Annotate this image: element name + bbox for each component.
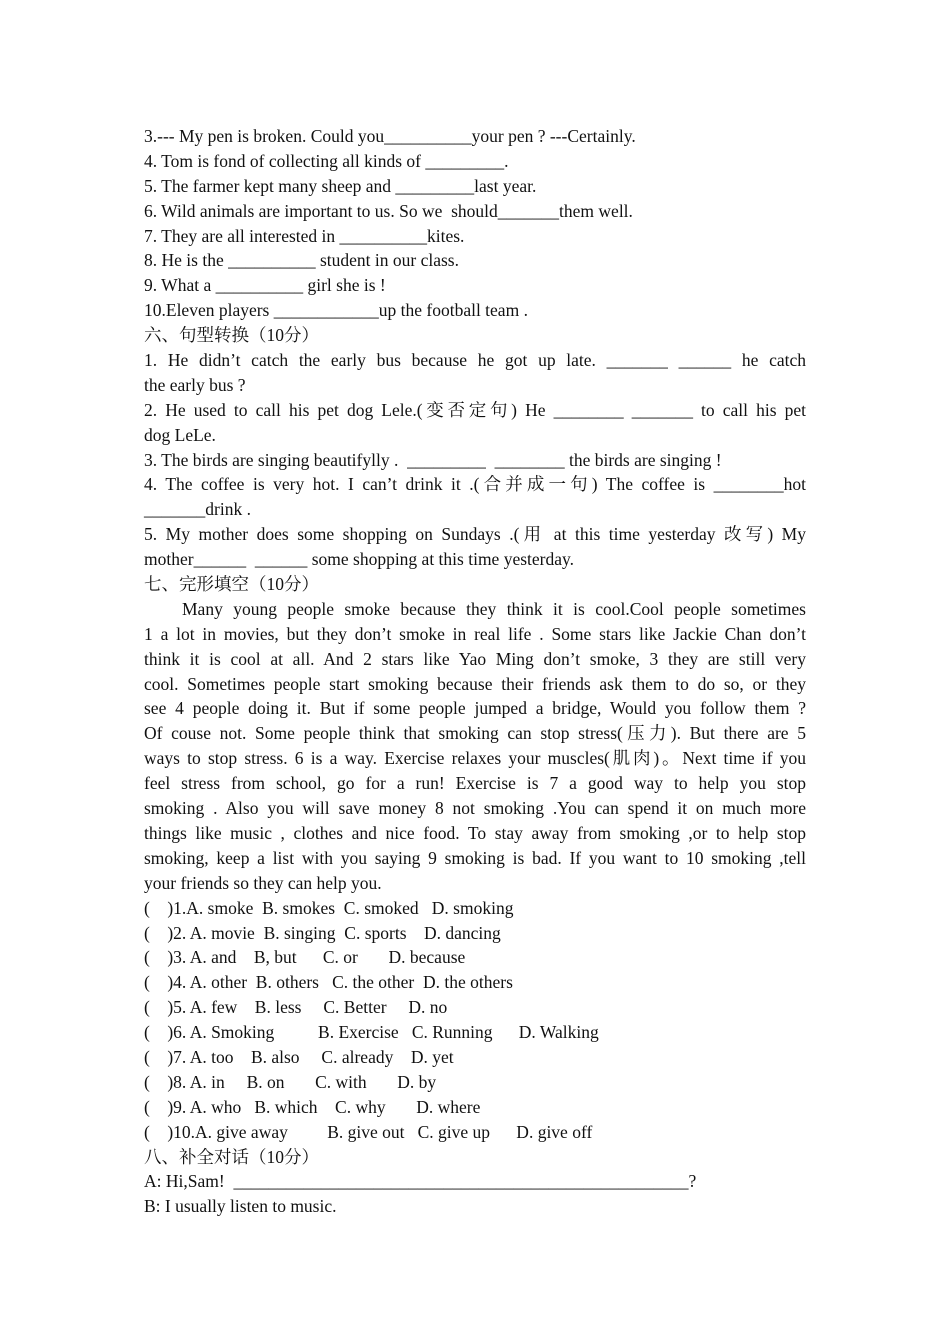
transform-line: 1. He didn’t catch the early bus because he got up late. _______ ______ he catch bbox=[144, 350, 806, 371]
transform-line: dog LeLe. bbox=[144, 424, 216, 445]
transform-line: 5. My mother does some shopping on Sundays .(用 at this time yesterday 改写) My bbox=[144, 524, 806, 545]
transform-line: _______drink . bbox=[144, 499, 251, 520]
passage-line: Of couse not. Some people think that smoking can stop stress(压力). But there are 5 bbox=[144, 723, 806, 744]
passage-line: feel stress from school, go for a run! Exercise is 7 a good way to help you stop bbox=[144, 773, 806, 794]
passage-line: cool. Sometimes people start smoking because their friends ask them to do so, or they bbox=[144, 673, 806, 694]
cloze-option-row: ( )9. A. who B. which C. why D. where bbox=[144, 1096, 481, 1117]
passage-line: your friends so they can help you. bbox=[144, 872, 382, 893]
fill-blank-item: 6. Wild animals are important to us. So we should_______them well. bbox=[144, 200, 633, 221]
cloze-option-row: ( )8. A. in B. on C. with D. by bbox=[144, 1071, 437, 1092]
section-8-heading: 八、补全对话（10分） bbox=[144, 1146, 319, 1167]
passage-line: Many young people smoke because they think it is cool.Cool people sometimes bbox=[182, 598, 806, 619]
fill-blank-item: 9. What a __________ girl she is ! bbox=[144, 275, 386, 296]
passage-line: 1 a lot in movies, but they don’t smoke in real life . Some stars like Jackie Chan don’t bbox=[144, 623, 806, 644]
sentence-transform-list bbox=[144, 348, 806, 572]
fill-blank-item: 4. Tom is fond of collecting all kinds of _________. bbox=[144, 150, 509, 171]
cloze-options-list bbox=[144, 896, 806, 1145]
passage-line: smoking, keep a list with you saying 9 smoking is bad. If you want to 10 smoking ,tell bbox=[144, 847, 806, 868]
transform-line: 4. The coffee is very hot. I can’t drink it .(合并成一句) The coffee is ________hot bbox=[144, 474, 806, 495]
cloze-option-row: ( )6. A. Smoking B. Exercise C. Running D. Walking bbox=[144, 1022, 599, 1043]
cloze-option-row: ( )7. A. too B. also C. already D. yet bbox=[144, 1046, 454, 1067]
cloze-option-row: ( )10.A. give away B. give out C. give up D. give off bbox=[144, 1121, 593, 1142]
fill-blank-item: 7. They are all interested in __________kites. bbox=[144, 225, 465, 246]
dialogue-line: A: Hi,Sam! ____________________________________________________? bbox=[144, 1171, 697, 1192]
exam-page bbox=[144, 124, 806, 1219]
transform-line: the early bus ? bbox=[144, 374, 246, 395]
cloze-option-row: ( )4. A. other B. others C. the other D. the others bbox=[144, 972, 513, 993]
section-7-heading: 七、完形填空（10分） bbox=[144, 574, 319, 595]
transform-line: mother______ ______ some shopping at this time yesterday. bbox=[144, 549, 574, 570]
passage-line: think it is cool at all. And 2 stars like Yao Ming don’t smoke, 3 they are still very bbox=[144, 648, 806, 669]
section-6-heading: 六、句型转换（10分） bbox=[144, 325, 319, 346]
fill-blank-item: 10.Eleven players ____________up the football team . bbox=[144, 300, 528, 321]
passage-line: smoking . Also you will save money 8 not smoking .You can spend it on much more bbox=[144, 798, 806, 819]
fill-blank-item: 5. The farmer kept many sheep and _________last year. bbox=[144, 175, 537, 196]
cloze-option-row: ( )5. A. few B. less C. Better D. no bbox=[144, 997, 448, 1018]
transform-line: 2. He used to call his pet dog Lele.(变否定句) He ________ _______ to call his pet bbox=[144, 399, 806, 420]
fill-blank-item: 8. He is the __________ student in our class. bbox=[144, 250, 459, 271]
fill-blank-item: 3.--- My pen is broken. Could you__________your pen ? ---Certainly. bbox=[144, 126, 636, 146]
passage-line: ways to stop stress. 6 is a way. Exercise relaxes your muscles(肌肉)。Next time if you bbox=[144, 748, 806, 769]
cloze-option-row: ( )2. A. movie B. singing C. sports D. dancing bbox=[144, 922, 501, 943]
fill-blank-list bbox=[144, 124, 806, 323]
passage-line: see 4 people doing it. But if some people jumped a bridge, Would you follow them ? bbox=[144, 698, 806, 719]
cloze-option-row: ( )1.A. smoke B. smokes C. smoked D. smoking bbox=[144, 897, 514, 918]
transform-line: 3. The birds are singing beautifylly . _________ ________ the birds are singing ! bbox=[144, 449, 722, 470]
cloze-option-row: ( )3. A. and B, but C. or D. because bbox=[144, 947, 466, 968]
cloze-passage bbox=[144, 597, 806, 896]
passage-line: things like music , clothes and nice food. To stay away from smoking ,or to help stop bbox=[144, 822, 806, 843]
dialogue-line: B: I usually listen to music. bbox=[144, 1196, 337, 1217]
dialogue bbox=[144, 1169, 806, 1219]
